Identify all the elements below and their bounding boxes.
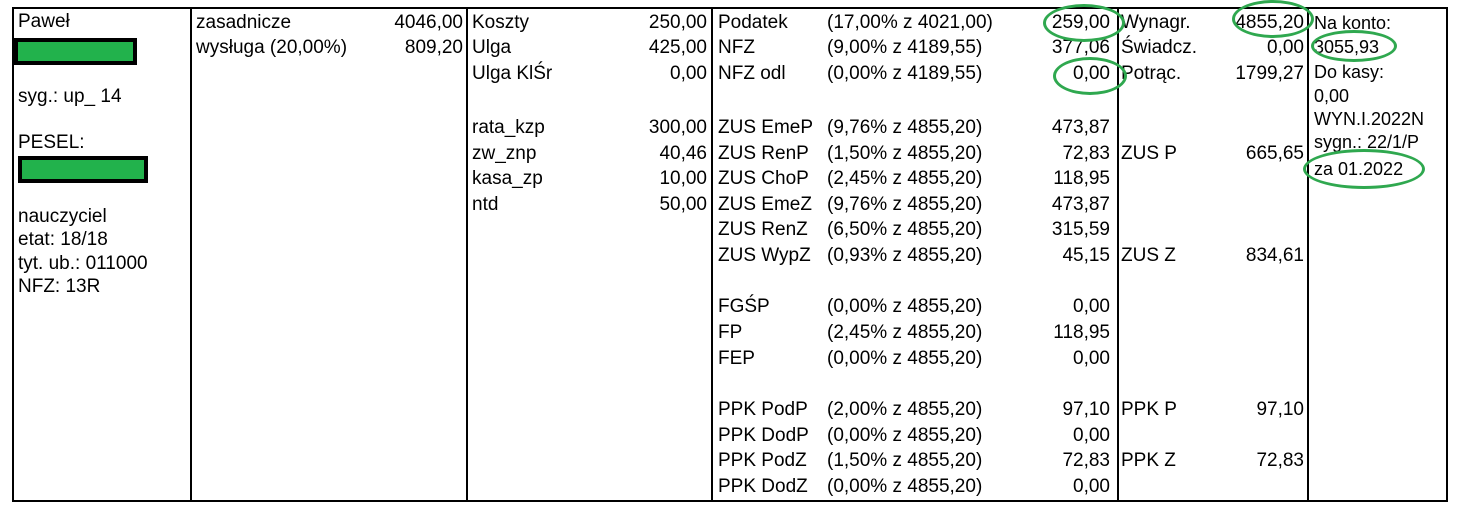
contribution-amount: 0,00 [1073, 63, 1110, 84]
cost-amount: 40,46 [659, 143, 707, 164]
contribution-amount: 473,87 [1051, 117, 1110, 138]
highlight-ellipse [1303, 149, 1425, 189]
contribution-rate: (2,45% z 4855,20) [827, 168, 983, 189]
contribution-rate: (0,00% z 4855,20) [827, 476, 983, 497]
contribution-rate: (0,00% z 4855,20) [827, 348, 983, 369]
cost-amount: 425,00 [648, 37, 707, 58]
summary-amount: 834,61 [1245, 245, 1304, 266]
highlight-ellipse [1311, 30, 1397, 62]
column-divider [1307, 7, 1309, 502]
highlight-ellipse [1043, 4, 1125, 42]
summary-label: PPK P [1121, 399, 1177, 420]
column-divider [711, 7, 713, 502]
contribution-amount: 97,10 [1062, 399, 1110, 420]
contribution-label: PPK PodZ [718, 450, 807, 471]
cost-amount: 250,00 [648, 12, 707, 33]
to-account-label: Na konto: [1314, 13, 1392, 33]
contribution-label: ZUS RenZ [718, 219, 808, 240]
summary-label: Potrąc. [1121, 63, 1182, 84]
column-divider [190, 7, 192, 502]
cost-label: Ulga KlŚr [472, 63, 553, 84]
pay-component-label: wysługa (20,00%) [196, 37, 348, 58]
contribution-label: FGŚP [718, 296, 770, 317]
summary-label: Świadcz. [1121, 37, 1198, 58]
cash-label: Do kasy: [1314, 62, 1385, 82]
pay-component-label: zasadnicze [196, 12, 292, 33]
cost-amount: 50,00 [659, 194, 707, 215]
contribution-rate: (1,50% z 4855,20) [827, 143, 983, 164]
contribution-amount: 473,87 [1051, 194, 1110, 215]
employee-syg: syg.: up_ 14 [18, 86, 122, 107]
contribution-amount: 118,95 [1053, 322, 1110, 343]
summary-label: PPK Z [1121, 450, 1176, 471]
redacted-block [14, 38, 137, 65]
contribution-rate: (9,76% z 4855,20) [827, 194, 983, 215]
contribution-amount: 377,06 [1051, 37, 1110, 58]
summary-amount: 72,83 [1256, 450, 1304, 471]
contribution-label: FP [718, 322, 743, 343]
contribution-amount: 72,83 [1062, 143, 1110, 164]
cost-label: kasa_zp [472, 168, 543, 189]
pesel-label: PESEL: [18, 132, 85, 153]
contribution-rate: (0,00% z 4189,55) [827, 63, 983, 84]
cost-amount: 10,00 [659, 168, 707, 189]
contribution-label: PPK PodP [718, 399, 808, 420]
highlight-ellipse [1232, 0, 1314, 38]
contribution-label: Podatek [718, 12, 788, 33]
contribution-rate: (9,00% z 4189,55) [827, 37, 983, 58]
contribution-amount: 315,59 [1051, 219, 1110, 240]
document-signature: sygn.: 22/1/P [1314, 132, 1420, 152]
contribution-amount: 259,00 [1051, 12, 1110, 33]
highlight-ellipse [1053, 57, 1127, 95]
cost-label: rata_kzp [472, 117, 545, 138]
contribution-label: PPK DodZ [718, 476, 808, 497]
contribution-rate: (0,00% z 4855,20) [827, 296, 983, 317]
contribution-rate: (2,00% z 4855,20) [827, 399, 983, 420]
contribution-amount: 0,00 [1073, 425, 1110, 446]
contribution-label: ZUS RenP [718, 143, 809, 164]
cost-label: ntd [472, 194, 499, 215]
employee-etat: etat: 18/18 [18, 229, 108, 250]
contribution-rate: (2,45% z 4855,20) [827, 322, 983, 343]
contribution-amount: 118,95 [1053, 168, 1110, 189]
summary-amount: 97,10 [1256, 399, 1304, 420]
column-divider [466, 7, 468, 502]
cost-label: Koszty [472, 12, 530, 33]
cost-label: zw_znp [472, 143, 537, 164]
contribution-label: NFZ [718, 37, 755, 58]
contribution-amount: 45,15 [1062, 245, 1110, 266]
employee-nfz: NFZ: 13R [18, 276, 101, 297]
summary-amount: 665,65 [1245, 143, 1304, 164]
contribution-rate: (9,76% z 4855,20) [827, 117, 983, 138]
contribution-rate: (6,50% z 4855,20) [827, 219, 983, 240]
summary-label: Wynagr. [1121, 12, 1191, 33]
redacted-pesel [18, 156, 148, 183]
contribution-label: PPK DodP [718, 425, 809, 446]
pay-component-amount: 4046,00 [394, 12, 463, 33]
pay-component-amount: 809,20 [404, 37, 463, 58]
document-id: WYN.I.2022N [1314, 109, 1425, 129]
contribution-label: ZUS WypZ [718, 245, 811, 266]
contribution-label: NFZ odl [718, 63, 786, 84]
summary-label: ZUS P [1121, 143, 1177, 164]
contribution-rate: (17,00% z 4021,00) [827, 12, 993, 33]
employee-name: Paweł [18, 11, 70, 32]
contribution-rate: (1,50% z 4855,20) [827, 450, 983, 471]
contribution-label: ZUS EmeZ [718, 194, 812, 215]
employee-position: nauczyciel [18, 206, 107, 227]
cash-value: 0,00 [1314, 86, 1350, 106]
contribution-label: ZUS EmeP [718, 117, 814, 138]
summary-amount: 0,00 [1267, 37, 1304, 58]
summary-amount: 4855,20 [1235, 12, 1304, 33]
pay-period: za 01.2022 [1314, 159, 1404, 179]
contribution-amount: 72,83 [1062, 450, 1110, 471]
contribution-label: FEP [718, 348, 755, 369]
contribution-amount: 0,00 [1073, 348, 1110, 369]
employee-tyt-ub: tyt. ub.: 011000 [18, 253, 148, 274]
cost-amount: 0,00 [670, 63, 707, 84]
contribution-rate: (0,93% z 4855,20) [827, 245, 983, 266]
contribution-label: ZUS ChoP [718, 168, 809, 189]
cost-label: Ulga [472, 37, 512, 58]
contribution-amount: 0,00 [1073, 296, 1110, 317]
to-account-value: 3055,93 [1314, 37, 1380, 57]
summary-label: ZUS Z [1121, 245, 1176, 266]
summary-amount: 1799,27 [1235, 63, 1304, 84]
contribution-amount: 0,00 [1073, 476, 1110, 497]
cost-amount: 300,00 [648, 117, 707, 138]
contribution-rate: (0,00% z 4855,20) [827, 425, 983, 446]
